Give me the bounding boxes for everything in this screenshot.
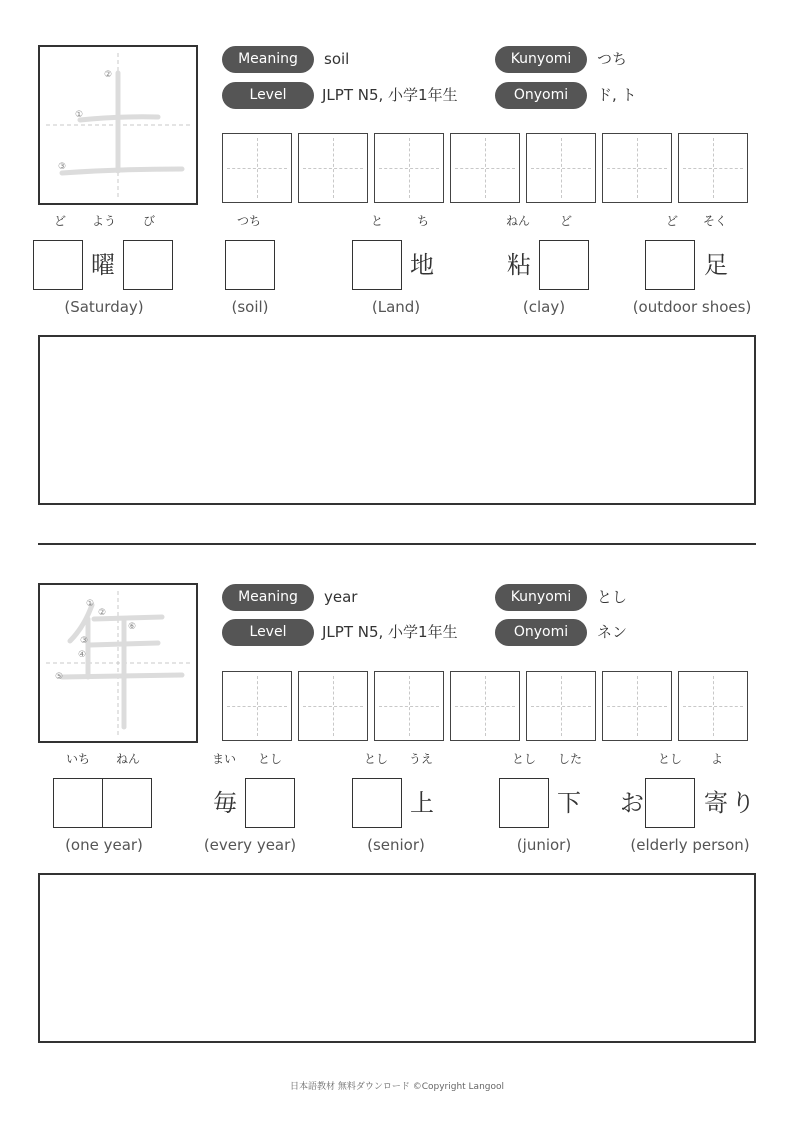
furigana: ど xyxy=(666,214,679,228)
vocab-word-3 xyxy=(340,212,452,322)
kunyomi-value: つち xyxy=(597,50,628,68)
vocab-word-2 xyxy=(200,750,300,860)
stroke-order-box xyxy=(38,45,198,205)
onyomi-value: ド, ト xyxy=(597,86,637,104)
level-pill: Level xyxy=(222,82,314,109)
stroke-number-3: ③ xyxy=(80,636,89,646)
word-meaning: (soil) xyxy=(231,298,269,316)
vocab-word-5 xyxy=(616,750,764,860)
vocab-word-4 xyxy=(488,750,600,860)
furigana: と xyxy=(371,214,384,228)
word-char: 地 xyxy=(410,251,434,279)
practice-cell[interactable] xyxy=(222,133,292,203)
practice-grid xyxy=(222,671,752,743)
word-meaning: (elderly person) xyxy=(630,836,750,854)
word-meaning: (Land) xyxy=(371,298,421,316)
practice-grid xyxy=(222,133,752,205)
stroke-order-diagram xyxy=(40,47,196,203)
stroke-number-1: ① xyxy=(86,599,95,609)
practice-cell[interactable] xyxy=(298,671,368,741)
furigana: び xyxy=(143,214,156,228)
answer-box[interactable] xyxy=(352,778,402,828)
word-char: 下 xyxy=(557,789,581,817)
stroke-number-3: ③ xyxy=(58,162,67,172)
practice-cell[interactable] xyxy=(298,133,368,203)
furigana: うえ xyxy=(409,752,434,766)
answer-box[interactable] xyxy=(102,778,152,828)
stroke-number-6: ⑥ xyxy=(128,622,137,632)
answer-box[interactable] xyxy=(245,778,295,828)
writing-area[interactable] xyxy=(38,873,756,1043)
answer-box[interactable] xyxy=(225,240,275,290)
answer-box[interactable] xyxy=(539,240,589,290)
practice-cell[interactable] xyxy=(374,671,444,741)
furigana: とし xyxy=(512,752,537,766)
answer-box[interactable] xyxy=(53,778,103,828)
onyomi-value: ネン xyxy=(597,623,628,641)
answer-box[interactable] xyxy=(352,240,402,290)
vocab-word-1 xyxy=(30,750,178,860)
practice-cell[interactable] xyxy=(374,133,444,203)
kanji-section-2 xyxy=(0,538,794,1018)
word-meaning: (Saturday) xyxy=(64,298,144,316)
practice-cell[interactable] xyxy=(450,671,520,741)
word-char: 毎 xyxy=(213,789,237,817)
furigana: いち xyxy=(66,752,91,766)
vocab-word-1 xyxy=(30,212,178,322)
practice-cell[interactable] xyxy=(222,671,292,741)
practice-cell[interactable] xyxy=(450,133,520,203)
vocab-word-3 xyxy=(340,750,452,860)
stroke-order-box xyxy=(38,583,198,743)
stroke-number-2: ② xyxy=(98,608,107,618)
practice-cell[interactable] xyxy=(602,133,672,203)
word-meaning: (junior) xyxy=(516,836,572,854)
stroke-number-5: ⑤ xyxy=(55,672,64,682)
word-char: 粘 xyxy=(507,251,531,279)
meaning-pill: Meaning xyxy=(222,584,314,611)
onyomi-pill: Onyomi xyxy=(495,82,587,109)
kunyomi-value: とし xyxy=(597,588,628,606)
word-meaning: (one year) xyxy=(65,836,143,854)
word-meaning: (outdoor shoes) xyxy=(632,298,752,316)
writing-area[interactable] xyxy=(38,335,756,505)
furigana: とし xyxy=(658,752,683,766)
meaning-value: soil xyxy=(324,50,350,68)
answer-box[interactable] xyxy=(645,240,695,290)
kunyomi-pill: Kunyomi xyxy=(495,46,587,73)
word-char: り xyxy=(731,789,755,817)
furigana: した xyxy=(558,752,583,766)
answer-box[interactable] xyxy=(645,778,695,828)
answer-box[interactable] xyxy=(123,240,173,290)
vocab-word-4 xyxy=(488,212,600,322)
kunyomi-pill: Kunyomi xyxy=(495,584,587,611)
furigana: とし xyxy=(258,752,283,766)
word-char: 上 xyxy=(410,789,434,817)
furigana: ねん xyxy=(506,214,531,228)
level-value: JLPT N5, 小学1年生 xyxy=(322,86,458,104)
furigana: ど xyxy=(560,214,573,228)
kanji-section-1 xyxy=(0,0,794,480)
word-meaning: (senior) xyxy=(367,836,425,854)
practice-cell[interactable] xyxy=(526,671,596,741)
practice-cell[interactable] xyxy=(678,133,748,203)
word-char: 寄 xyxy=(704,789,728,817)
stroke-order-diagram xyxy=(40,585,196,741)
furigana: よ xyxy=(711,752,724,766)
onyomi-pill: Onyomi xyxy=(495,619,587,646)
practice-cell[interactable] xyxy=(678,671,748,741)
stroke-number-2: ② xyxy=(104,70,113,80)
furigana: まい xyxy=(212,752,237,766)
furigana: よう xyxy=(92,214,117,228)
furigana: ねん xyxy=(116,752,141,766)
meaning-value: year xyxy=(324,588,358,606)
practice-cell[interactable] xyxy=(526,133,596,203)
word-char: 曜 xyxy=(91,251,115,279)
word-meaning: (every year) xyxy=(203,836,297,854)
footer-copyright: 日本語教材 無料ダウンロード ©Copyright Langool xyxy=(289,1082,505,1092)
word-meaning: (clay) xyxy=(522,298,566,316)
furigana: ち xyxy=(417,214,430,228)
furigana: ど xyxy=(54,214,67,228)
meaning-pill: Meaning xyxy=(222,46,314,73)
stroke-number-4: ④ xyxy=(78,650,87,660)
word-char: お xyxy=(620,789,644,817)
answer-box[interactable] xyxy=(499,778,549,828)
furigana: つち xyxy=(237,214,262,228)
practice-cell[interactable] xyxy=(602,671,672,741)
level-pill: Level xyxy=(222,619,314,646)
vocab-word-5 xyxy=(626,212,758,322)
word-char: 足 xyxy=(704,251,728,279)
level-value: JLPT N5, 小学1年生 xyxy=(322,623,458,641)
stroke-number-1: ① xyxy=(75,110,84,120)
answer-box[interactable] xyxy=(33,240,83,290)
furigana: とし xyxy=(364,752,389,766)
vocab-word-2 xyxy=(200,212,300,322)
furigana: そく xyxy=(703,214,728,228)
